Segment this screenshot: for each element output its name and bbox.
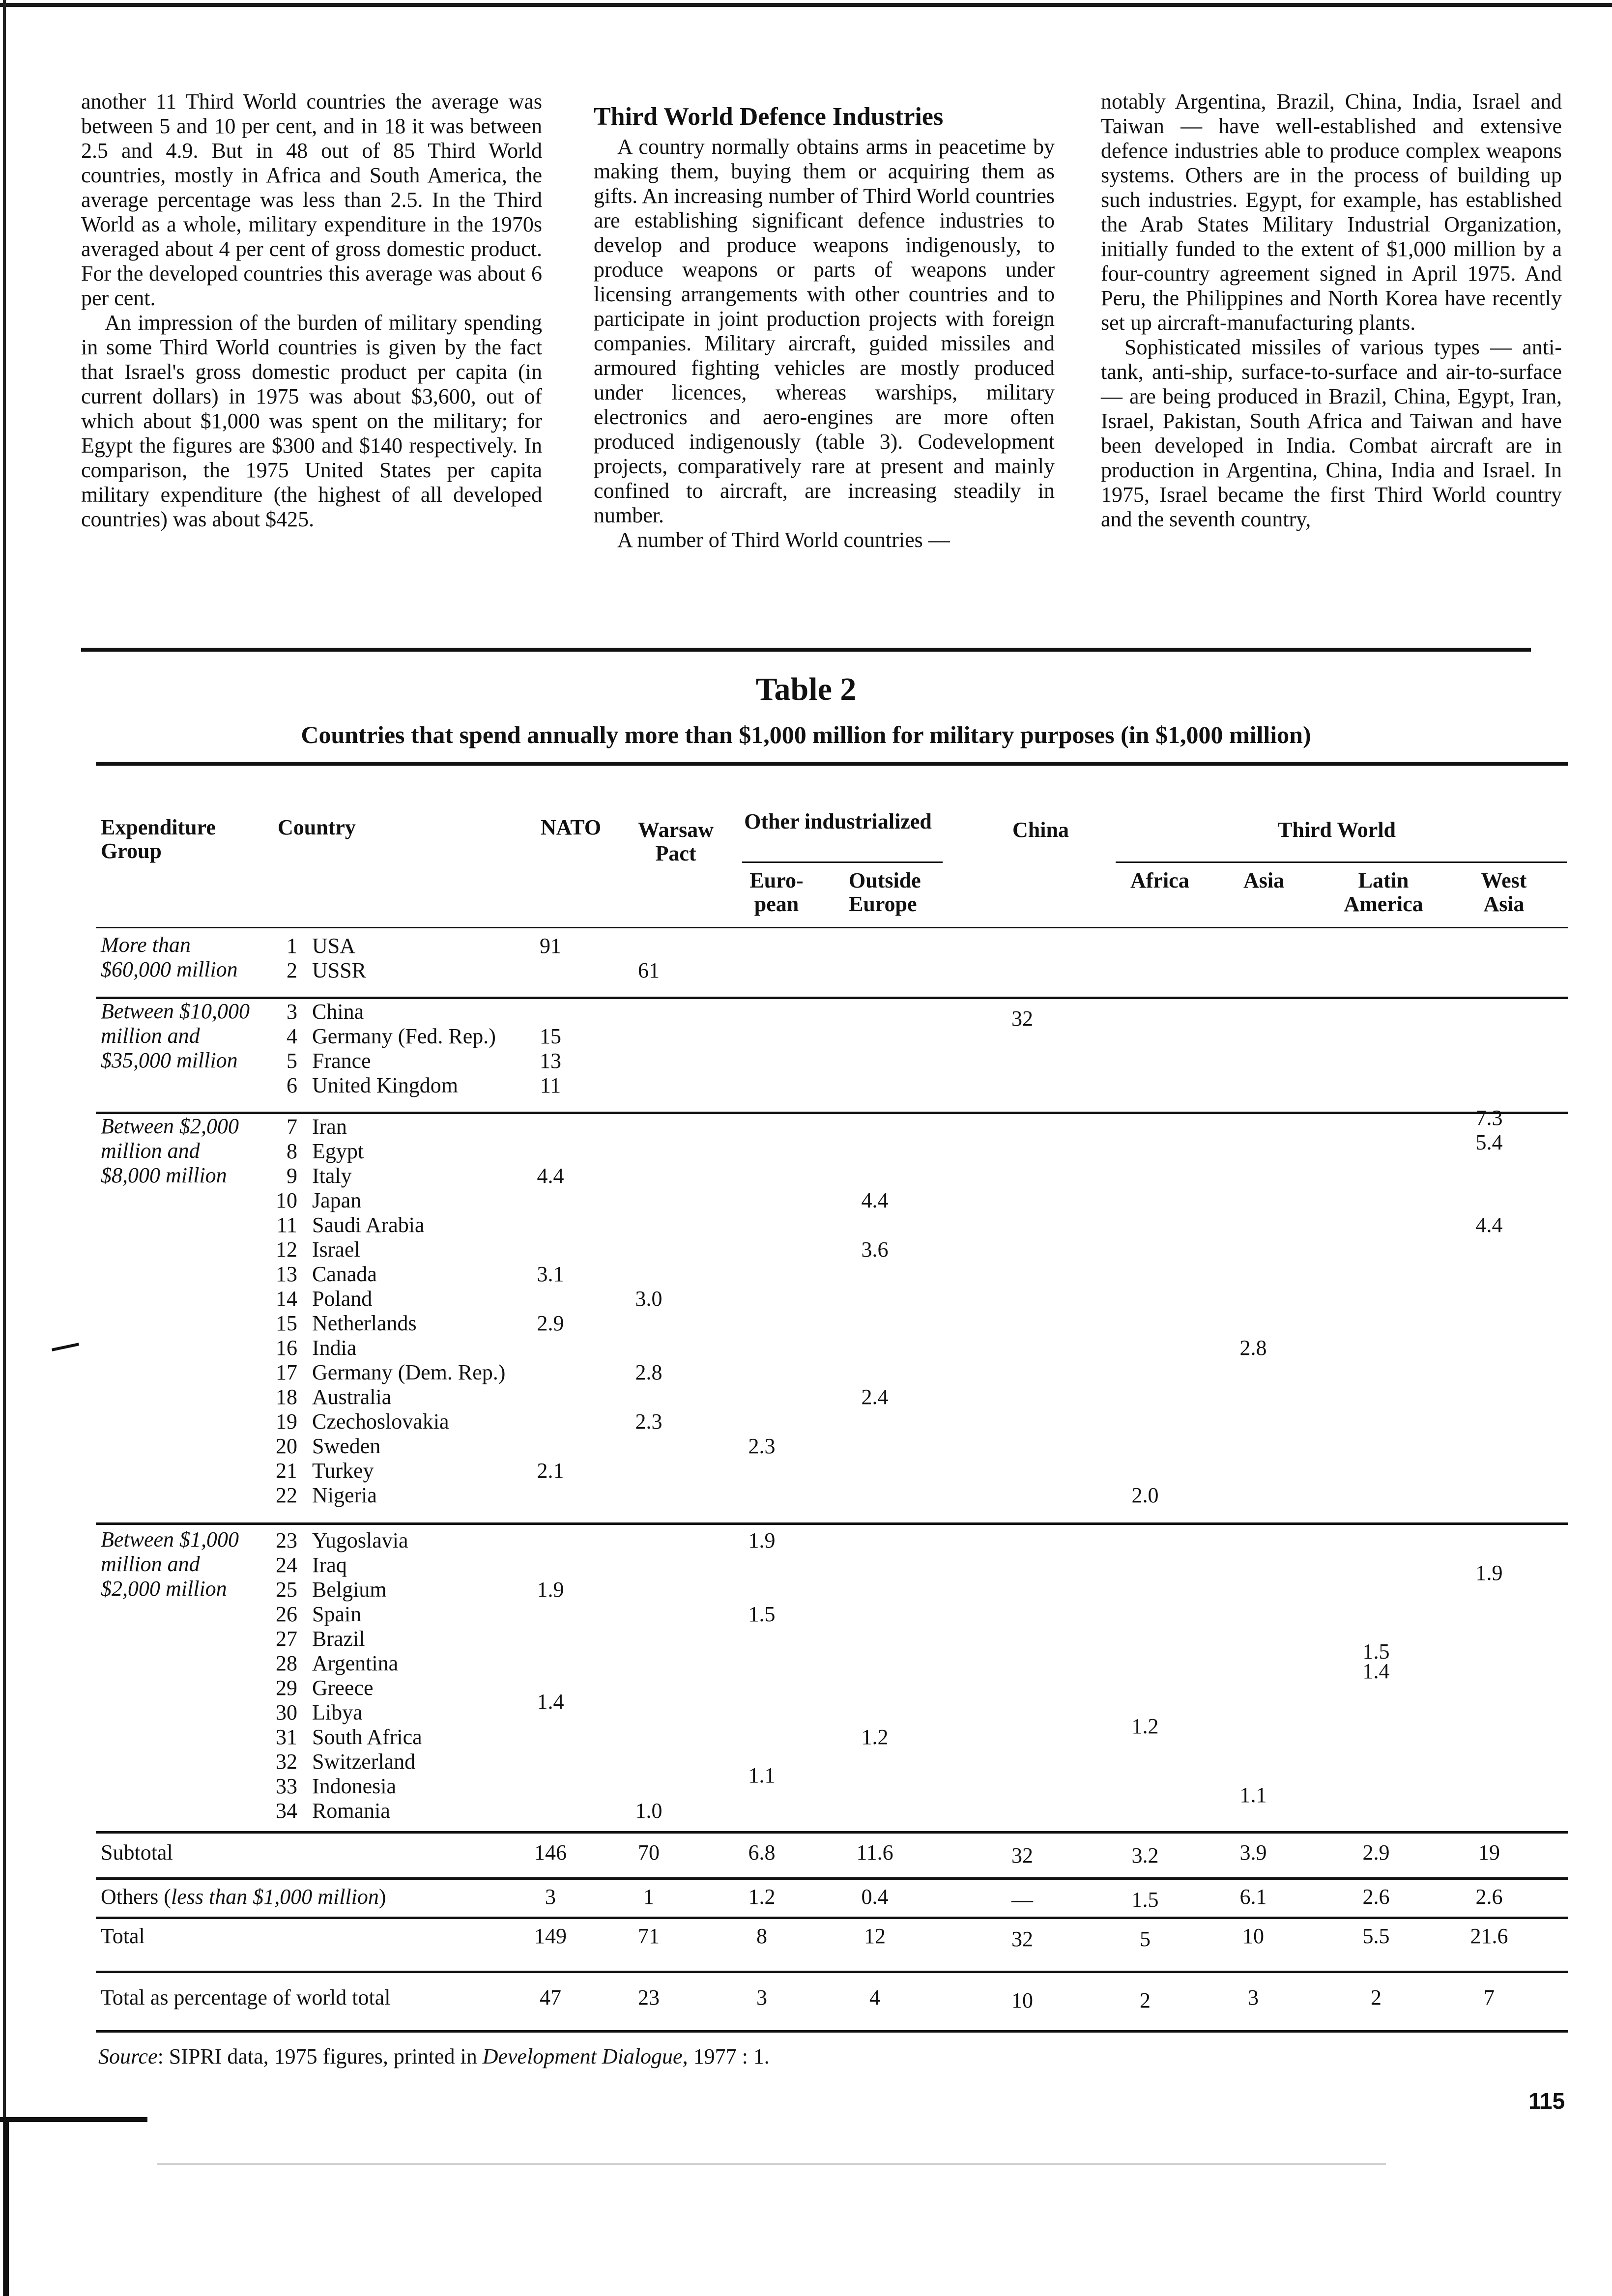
value-european: 1.1 — [748, 1763, 776, 1787]
summary-value-china: 32 — [1011, 1843, 1033, 1867]
value-west-asia: 7.3 — [1475, 1106, 1503, 1130]
country-name: Greece — [312, 1676, 374, 1700]
value-latin-america: 1.5 — [1362, 1639, 1390, 1664]
row-number: 21 — [276, 1459, 297, 1483]
summary-value-china: 32 — [1011, 1927, 1033, 1951]
scan-corner-mark — [0, 2117, 147, 2122]
summary-value-warsaw: 71 — [638, 1924, 660, 1948]
country-name: Iran — [312, 1115, 347, 1139]
row-number: 28 — [276, 1651, 297, 1675]
summary-value-european: 8 — [756, 1924, 767, 1948]
row-number: 27 — [276, 1627, 297, 1651]
value-nato: 15 — [540, 1024, 561, 1048]
summary-value-west-asia: 2.6 — [1475, 1885, 1503, 1909]
row-number: 22 — [276, 1483, 297, 1507]
row-number: 1 — [287, 934, 297, 958]
value-european: 1.5 — [748, 1602, 776, 1626]
value-west-asia: 4.4 — [1475, 1213, 1503, 1237]
header-other-industrialized: Other industrialized — [744, 809, 932, 833]
row-number: 4 — [287, 1024, 297, 1048]
country-name: Israel — [312, 1237, 360, 1262]
value-european: 2.3 — [748, 1434, 776, 1458]
table-title: Table 2 — [755, 671, 857, 707]
country-name: Australia — [312, 1385, 392, 1409]
row-number: 16 — [276, 1336, 297, 1360]
value-nato: 1.4 — [537, 1690, 564, 1714]
row-number: 6 — [287, 1073, 297, 1097]
table-source: Source: SIPRI data, 1975 figures, printed in Development Dialogue, 1977 : 1. — [98, 2044, 770, 2068]
group-rule — [96, 1112, 1568, 1114]
value-africa: 1.2 — [1131, 1714, 1159, 1738]
country-name: Sweden — [312, 1434, 381, 1458]
summary-value-africa: 3.2 — [1131, 1843, 1159, 1867]
summary-value-outside-europe: 12 — [864, 1924, 886, 1948]
header-nato: NATO — [541, 815, 602, 839]
page-top-edge — [0, 3, 1612, 7]
value-warsaw: 1.0 — [635, 1799, 662, 1823]
row-number: 7 — [287, 1115, 297, 1139]
summary-value-africa: 5 — [1140, 1927, 1151, 1951]
summary-value-china: 10 — [1011, 1988, 1033, 2012]
value-nato: 1.9 — [537, 1578, 564, 1602]
value-asia: 1.1 — [1239, 1783, 1267, 1807]
header-other-underline — [742, 861, 943, 863]
country-name: Italy — [312, 1164, 352, 1188]
row-number: 29 — [276, 1676, 297, 1700]
summary-label: Others (less than $1,000 million) — [101, 1885, 386, 1909]
summary-value-asia: 10 — [1242, 1924, 1264, 1948]
row-number: 18 — [276, 1385, 297, 1409]
summary-value-nato: 149 — [534, 1924, 567, 1948]
paragraph: another 11 Third World countries the average was between 5 and 10 per cent, and in 18 it was between 2.5 and 4.9. But in 48 out of 85 Third World countries, mostly in Africa and South America, the average percentage was less than 2.5. In the Third World as a whole, military expenditure in the 1970s averaged about 4 per cent of gross domestic product. For the developed countries this average was about 6 per cent. — [81, 89, 542, 310]
summary-value-outside-europe: 11.6 — [856, 1840, 893, 1865]
total-rule — [96, 1917, 1568, 1919]
country-name: Nigeria — [312, 1483, 377, 1507]
group-rule — [96, 997, 1568, 999]
value-outside-europe: 4.4 — [861, 1188, 889, 1212]
country-name: USSR — [312, 958, 367, 982]
summary-label: Total as percentage of world total — [101, 1985, 391, 2009]
text-column-3 — [1101, 89, 1562, 532]
country-name: India — [312, 1336, 357, 1360]
row-number: 5 — [287, 1049, 297, 1073]
percentage-rule — [96, 1971, 1568, 1973]
country-name: Egypt — [312, 1139, 364, 1163]
row-number: 11 — [276, 1213, 297, 1237]
value-european: 1.9 — [748, 1528, 776, 1552]
row-number: 9 — [287, 1164, 297, 1188]
scan-mark — [52, 1343, 79, 1351]
value-nato: 91 — [540, 934, 561, 958]
country-name: Iraq — [312, 1553, 347, 1577]
text-column-1 — [81, 89, 542, 532]
country-name: Libya — [312, 1700, 363, 1724]
value-west-asia: 5.4 — [1475, 1130, 1503, 1154]
summary-value-warsaw: 23 — [638, 1985, 660, 2009]
row-number: 17 — [276, 1360, 297, 1384]
value-africa: 2.0 — [1131, 1483, 1159, 1507]
summary-value-nato: 146 — [534, 1840, 567, 1865]
summary-label: Total — [101, 1924, 145, 1948]
paragraph: Sophisticated missiles of various types — anti-tank, anti-ship, surface-to-surface and air-to-surface — are being produced in Brazil, China, Egypt, Iran, Israel, Pakistan, South Africa and Taiwan and have been developed in India. Combat aircraft are in production in Argentina, China, India and Israel. In 1975, Israel became the first Third World country and the seventh country, — [1101, 335, 1562, 531]
row-number: 25 — [276, 1578, 297, 1602]
value-warsaw: 2.3 — [635, 1409, 662, 1434]
row-number: 3 — [287, 1000, 297, 1024]
header-third-world-underline — [1116, 861, 1567, 863]
summary-value-latin-america: 2 — [1371, 1985, 1382, 2009]
summary-value-latin-america: 2.6 — [1362, 1885, 1390, 1909]
country-name: Brazil — [312, 1627, 365, 1651]
value-nato: 4.4 — [537, 1164, 564, 1188]
row-number: 13 — [276, 1262, 297, 1286]
summary-value-asia: 3.9 — [1239, 1840, 1267, 1865]
country-name: China — [312, 1000, 364, 1024]
header-expenditure-group: Expenditure Group — [101, 815, 216, 863]
summary-value-latin-america: 2.9 — [1362, 1840, 1390, 1865]
header-west-asia: West Asia — [1481, 868, 1527, 916]
group-label: Between $2,000 million and $8,000 million — [101, 1114, 239, 1187]
text-column-2 — [594, 89, 1055, 552]
row-number: 23 — [276, 1528, 297, 1552]
value-nato: 2.1 — [537, 1459, 564, 1483]
country-name: USA — [312, 934, 356, 958]
value-nato: 3.1 — [537, 1262, 564, 1286]
value-latin-america: 1.4 — [1362, 1659, 1390, 1683]
summary-value-warsaw: 1 — [643, 1885, 654, 1909]
summary-value-nato: 3 — [545, 1885, 556, 1909]
page-left-edge — [3, 0, 6, 2296]
summary-value-africa: 2 — [1140, 1988, 1151, 2012]
country-name: Argentina — [312, 1651, 399, 1675]
group-label: Between $10,000 million and $35,000 million — [101, 999, 250, 1072]
header-latin-america: Latin America — [1344, 868, 1423, 916]
country-name: Canada — [312, 1262, 377, 1286]
others-rule — [96, 1877, 1568, 1880]
value-west-asia: 1.9 — [1475, 1561, 1503, 1585]
row-number: 10 — [276, 1188, 297, 1212]
header-africa: Africa — [1130, 868, 1189, 892]
scan-corner-mark-vertical — [4, 2117, 9, 2296]
section-heading: Third World Defence Industries — [594, 103, 944, 131]
summary-value-asia: 6.1 — [1239, 1885, 1267, 1909]
country-name: Indonesia — [312, 1774, 397, 1798]
value-asia: 2.8 — [1239, 1336, 1267, 1360]
header-asia: Asia — [1243, 868, 1285, 892]
table-subtitle: Countries that spend annually more than $1,000 million for military purposes (in $1,000 million) — [301, 721, 1311, 748]
country-name: Turkey — [312, 1459, 374, 1483]
row-number: 14 — [276, 1287, 297, 1311]
table-title-rule — [96, 762, 1568, 766]
summary-value-outside-europe: 0.4 — [861, 1885, 889, 1909]
paragraph: An impression of the burden of military spending in some Third World countries is given by the fact that Israel's gross domestic product per capita (in current dollars) in 1975 was about $3,600, out of which about $1,000 was spent on the military; for Egypt the figures are $300 and $140 respectively. In comparison, the 1975 United States per capita military expenditure (the highest of all developed countries) was about $425. — [81, 311, 542, 531]
header-bottom-rule — [96, 927, 1568, 928]
country-name: Saudi Arabia — [312, 1213, 425, 1237]
paragraph: A number of Third World countries — — [617, 528, 950, 552]
row-number: 2 — [287, 958, 297, 982]
summary-value-european: 6.8 — [748, 1840, 776, 1865]
value-outside-europe: 2.4 — [861, 1385, 889, 1409]
row-number: 24 — [276, 1553, 297, 1577]
row-number: 31 — [276, 1725, 297, 1749]
row-number: 32 — [276, 1750, 297, 1774]
country-name: Switzerland — [312, 1750, 416, 1774]
value-warsaw: 3.0 — [635, 1287, 662, 1311]
row-number: 33 — [276, 1774, 297, 1798]
value-nato: 11 — [540, 1073, 561, 1097]
group-label: More than $60,000 million — [101, 933, 238, 981]
row-number: 26 — [276, 1602, 297, 1626]
country-name: United Kingdom — [312, 1073, 458, 1097]
country-name: South Africa — [312, 1725, 422, 1749]
paragraph: notably Argentina, Brazil, China, India, Israel and Taiwan — have well-established and extensive defence industries able to produce complex weapons systems. Others are in the process of building up such industries. Egypt, for example, has established the Arab States Military Industrial Organization, initially funded to the extent of $1,000 million by a four-country agreement signed in April 1975. And Peru, the Philippines and North Korea have recently set up aircraft-manufacturing plants. — [1101, 89, 1562, 335]
summary-value-africa: 1.5 — [1131, 1888, 1159, 1912]
row-number: 15 — [276, 1311, 297, 1335]
summary-value-warsaw: 70 — [638, 1840, 660, 1865]
country-name: Romania — [312, 1799, 390, 1823]
summary-value-nato: 47 — [540, 1985, 561, 2009]
country-name: France — [312, 1049, 371, 1073]
value-outside-europe: 1.2 — [861, 1725, 889, 1749]
country-name: Spain — [312, 1602, 362, 1626]
value-warsaw: 2.8 — [635, 1360, 662, 1384]
group-rule — [96, 1522, 1568, 1525]
header-warsaw-pact: Warsaw Pact — [638, 818, 714, 865]
header-country: Country — [278, 815, 356, 839]
header-china: China — [1012, 818, 1069, 842]
summary-value-china: — — [1011, 1888, 1033, 1912]
table-top-rule — [81, 648, 1531, 652]
summary-value-outside-europe: 4 — [869, 1985, 880, 2009]
country-name: Poland — [312, 1287, 373, 1311]
country-name: Germany (Fed. Rep.) — [312, 1024, 496, 1048]
country-name: Germany (Dem. Rep.) — [312, 1360, 506, 1384]
value-china: 32 — [1011, 1006, 1033, 1031]
table-bottom-rule — [96, 2030, 1568, 2033]
row-number: 30 — [276, 1700, 297, 1724]
row-number: 12 — [276, 1237, 297, 1262]
summary-value-european: 3 — [756, 1985, 767, 2009]
country-name: Yugoslavia — [312, 1528, 408, 1552]
subtotal-rule — [96, 1831, 1568, 1834]
value-nato: 2.9 — [537, 1311, 564, 1335]
summary-value-west-asia: 7 — [1484, 1985, 1495, 2009]
value-warsaw: 61 — [638, 958, 660, 982]
summary-value-west-asia: 21.6 — [1470, 1924, 1508, 1948]
row-number: 19 — [276, 1409, 297, 1434]
paragraph: A country normally obtains arms in peacetime by making them, buying them or acquiring them as gifts. An increasing number of Third World countries are establishing significant defence industries to develop and produce weapons indigenously, to produce weapons or parts of weapons under licensing arrangements with other countries and to participate in joint production projects with foreign companies. Military aircraft, guided missiles and armoured fighting vehicles are mostly produced under licences, whereas warships, military electronics and aero-engines are more often produced indigenously (table 3). Codevelopment projects, comparatively rare at present and mainly confined to aircraft, are increasing steadily in number. — [594, 135, 1055, 527]
summary-label: Subtotal — [101, 1840, 173, 1865]
header-third-world: Third World — [1277, 818, 1396, 842]
scan-faint-line — [157, 2163, 1386, 2165]
row-number: 8 — [287, 1139, 297, 1163]
value-nato: 13 — [540, 1049, 561, 1073]
country-name: Japan — [312, 1188, 362, 1212]
header-european: Euro- pean — [749, 868, 804, 916]
summary-value-latin-america: 5.5 — [1362, 1924, 1390, 1948]
summary-value-west-asia: 19 — [1478, 1840, 1500, 1865]
group-label: Between $1,000 million and $2,000 million — [101, 1527, 239, 1601]
country-name: Netherlands — [312, 1311, 417, 1335]
country-name: Belgium — [312, 1578, 387, 1602]
summary-value-european: 1.2 — [748, 1885, 776, 1909]
row-number: 20 — [276, 1434, 297, 1458]
page-number: 115 — [1528, 2088, 1565, 2114]
row-number: 34 — [276, 1799, 297, 1823]
header-outside-europe: Outside Europe — [849, 868, 921, 916]
value-outside-europe: 3.6 — [861, 1237, 889, 1262]
summary-value-asia: 3 — [1248, 1985, 1259, 2009]
country-name: Czechoslovakia — [312, 1409, 449, 1434]
